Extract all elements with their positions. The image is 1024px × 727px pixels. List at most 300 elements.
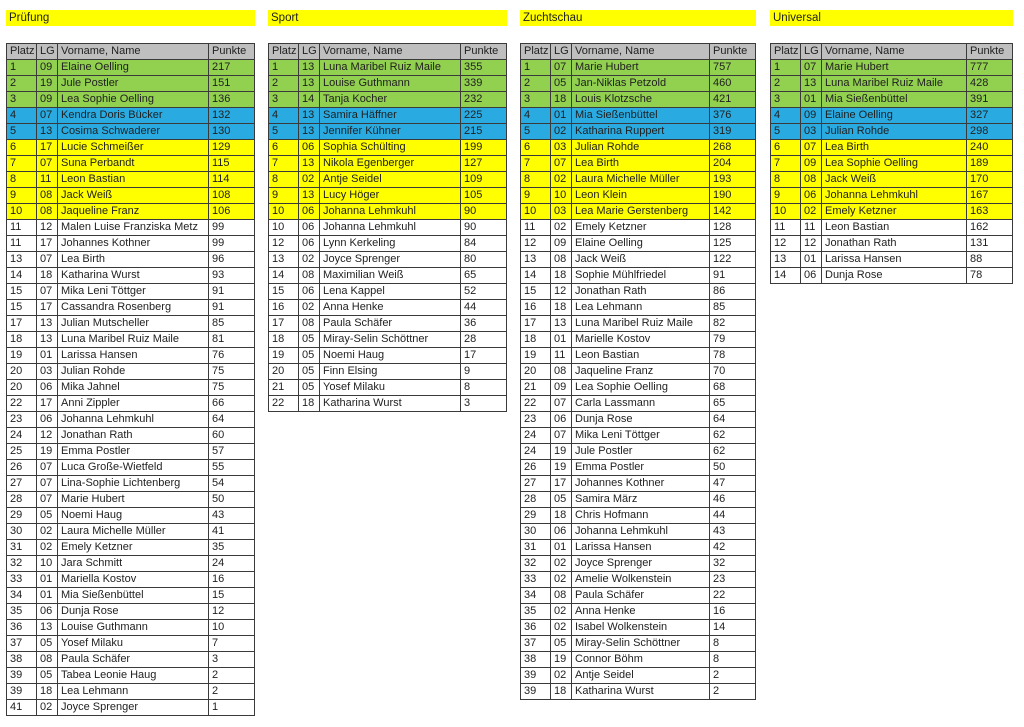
table-row <box>7 220 255 236</box>
cell-name: Anni Zippler <box>58 396 209 412</box>
cell-punkte: 3 <box>209 652 255 668</box>
table-row <box>521 428 756 444</box>
cell-name: Jack Weiß <box>572 252 710 268</box>
header-row <box>269 44 507 60</box>
cell-punkte: 105 <box>461 188 507 204</box>
table-row <box>521 284 756 300</box>
table-body <box>771 60 1013 284</box>
cell-name: Louise Guthmann <box>58 620 209 636</box>
cell-punkte: 24 <box>209 556 255 572</box>
cell-lg: 13 <box>299 188 320 204</box>
cell-lg: 18 <box>551 300 572 316</box>
cell-punkte: 15 <box>209 588 255 604</box>
table-row <box>269 108 507 124</box>
cell-name: Marie Hubert <box>572 60 710 76</box>
cell-lg: 12 <box>37 220 58 236</box>
cell-punkte: 7 <box>209 636 255 652</box>
cell-punkte: 62 <box>710 428 756 444</box>
cell-lg: 05 <box>37 636 58 652</box>
cell-platz: 9 <box>7 188 37 204</box>
cell-name: Jennifer Kühner <box>320 124 461 140</box>
table-row <box>269 236 507 252</box>
cell-punkte: 355 <box>461 60 507 76</box>
cell-name: Lynn Kerkeling <box>320 236 461 252</box>
cell-platz: 24 <box>521 428 551 444</box>
cell-name: Jaqueline Franz <box>58 204 209 220</box>
cell-platz: 9 <box>521 188 551 204</box>
cell-lg: 02 <box>551 668 572 684</box>
cell-lg: 07 <box>801 60 822 76</box>
cell-platz: 32 <box>7 556 37 572</box>
ranking-table <box>268 43 507 412</box>
table-title: Universal <box>770 10 1013 26</box>
cell-platz: 37 <box>7 636 37 652</box>
table-row <box>7 252 255 268</box>
table-row <box>7 604 255 620</box>
cell-punkte: 57 <box>209 444 255 460</box>
cell-name: Dunja Rose <box>58 604 209 620</box>
table-row <box>269 140 507 156</box>
cell-punkte: 130 <box>209 124 255 140</box>
cell-name: Jack Weiß <box>58 188 209 204</box>
table-row <box>521 76 756 92</box>
cell-lg: 06 <box>37 412 58 428</box>
cell-punkte: 3 <box>461 396 507 412</box>
cell-platz: 6 <box>771 140 801 156</box>
cell-lg: 19 <box>551 652 572 668</box>
cell-punkte: 199 <box>461 140 507 156</box>
cell-lg: 02 <box>37 540 58 556</box>
cell-lg: 06 <box>37 604 58 620</box>
table-row <box>521 156 756 172</box>
cell-name: Cassandra Rosenberg <box>58 300 209 316</box>
cell-name: Samira März <box>572 492 710 508</box>
cell-lg: 17 <box>37 300 58 316</box>
cell-lg: 06 <box>801 268 822 284</box>
cell-name: Marie Hubert <box>58 492 209 508</box>
cell-platz: 17 <box>7 316 37 332</box>
table-row <box>771 60 1013 76</box>
cell-platz: 11 <box>521 220 551 236</box>
cell-punkte: 55 <box>209 460 255 476</box>
cell-name: Finn Elsing <box>320 364 461 380</box>
cell-name: Connor Böhm <box>572 652 710 668</box>
cell-platz: 3 <box>521 92 551 108</box>
table-row <box>521 460 756 476</box>
cell-platz: 2 <box>269 76 299 92</box>
cell-name: Joyce Sprenger <box>58 700 209 716</box>
table-row <box>7 444 255 460</box>
cell-punkte: 327 <box>967 108 1013 124</box>
cell-name: Nikola Egenberger <box>320 156 461 172</box>
cell-platz: 36 <box>521 620 551 636</box>
column-header: LG <box>801 44 822 60</box>
cell-platz: 41 <box>7 700 37 716</box>
table-row <box>7 108 255 124</box>
cell-platz: 1 <box>521 60 551 76</box>
table-row <box>7 572 255 588</box>
cell-name: Kendra Doris Bücker <box>58 108 209 124</box>
cell-name: Yosef Milaku <box>58 636 209 652</box>
cell-lg: 03 <box>801 124 822 140</box>
ranking-table <box>770 43 1013 284</box>
cell-punkte: 136 <box>209 92 255 108</box>
cell-platz: 33 <box>7 572 37 588</box>
table-row <box>7 380 255 396</box>
cell-platz: 7 <box>521 156 551 172</box>
cell-lg: 06 <box>299 204 320 220</box>
table-row <box>7 508 255 524</box>
cell-lg: 05 <box>299 348 320 364</box>
table-row <box>7 588 255 604</box>
cell-lg: 03 <box>37 364 58 380</box>
cell-punkte: 44 <box>461 300 507 316</box>
cell-platz: 17 <box>521 316 551 332</box>
cell-lg: 18 <box>299 396 320 412</box>
table-title: Zuchtschau <box>520 10 756 26</box>
cell-platz: 34 <box>521 588 551 604</box>
cell-lg: 13 <box>37 124 58 140</box>
cell-lg: 09 <box>801 108 822 124</box>
cell-name: Lucie Schmeißer <box>58 140 209 156</box>
cell-platz: 1 <box>771 60 801 76</box>
cell-lg: 05 <box>299 364 320 380</box>
cell-punkte: 122 <box>710 252 756 268</box>
table-row <box>7 92 255 108</box>
cell-punkte: 128 <box>710 220 756 236</box>
table-row <box>7 636 255 652</box>
cell-name: Anna Henke <box>572 604 710 620</box>
column-header: Punkte <box>461 44 507 60</box>
table-row <box>269 92 507 108</box>
cell-punkte: 50 <box>209 492 255 508</box>
cell-punkte: 217 <box>209 60 255 76</box>
cell-platz: 13 <box>269 252 299 268</box>
cell-punkte: 50 <box>710 460 756 476</box>
cell-lg: 06 <box>299 236 320 252</box>
cell-name: Luna Maribel Ruiz Maile <box>822 76 967 92</box>
cell-lg: 07 <box>551 428 572 444</box>
cell-punkte: 91 <box>209 300 255 316</box>
cell-platz: 33 <box>521 572 551 588</box>
cell-punkte: 99 <box>209 236 255 252</box>
cell-lg: 18 <box>551 684 572 700</box>
header-row <box>521 44 756 60</box>
table-row <box>771 220 1013 236</box>
cell-platz: 18 <box>7 332 37 348</box>
cell-platz: 3 <box>269 92 299 108</box>
ranking-table <box>6 43 255 716</box>
cell-lg: 02 <box>551 124 572 140</box>
column-header: Vorname, Name <box>58 44 209 60</box>
cell-lg: 02 <box>37 524 58 540</box>
cell-lg: 01 <box>801 92 822 108</box>
cell-platz: 7 <box>771 156 801 172</box>
cell-punkte: 132 <box>209 108 255 124</box>
column-header: Platz <box>269 44 299 60</box>
cell-punkte: 2 <box>710 668 756 684</box>
table-row <box>521 652 756 668</box>
cell-platz: 11 <box>7 220 37 236</box>
cell-punkte: 777 <box>967 60 1013 76</box>
table-row <box>7 76 255 92</box>
cell-name: Paula Schäfer <box>320 316 461 332</box>
cell-platz: 10 <box>269 204 299 220</box>
cell-platz: 10 <box>521 204 551 220</box>
cell-name: Leon Bastian <box>58 172 209 188</box>
table-row <box>521 572 756 588</box>
cell-punkte: 43 <box>710 524 756 540</box>
cell-name: Katharina Wurst <box>58 268 209 284</box>
cell-punkte: 232 <box>461 92 507 108</box>
cell-lg: 13 <box>551 316 572 332</box>
cell-punkte: 78 <box>710 348 756 364</box>
cell-platz: 18 <box>521 332 551 348</box>
cell-platz: 5 <box>7 124 37 140</box>
cell-lg: 07 <box>37 156 58 172</box>
cell-punkte: 190 <box>710 188 756 204</box>
cell-platz: 4 <box>521 108 551 124</box>
cell-lg: 02 <box>299 252 320 268</box>
cell-lg: 01 <box>551 108 572 124</box>
cell-platz: 5 <box>771 124 801 140</box>
cell-name: Mariella Kostov <box>58 572 209 588</box>
cell-platz: 31 <box>521 540 551 556</box>
cell-lg: 06 <box>299 220 320 236</box>
cell-lg: 01 <box>37 588 58 604</box>
cell-lg: 17 <box>37 396 58 412</box>
cell-lg: 08 <box>37 204 58 220</box>
table-row <box>521 92 756 108</box>
table-row <box>521 332 756 348</box>
cell-lg: 02 <box>299 172 320 188</box>
cell-platz: 13 <box>521 252 551 268</box>
cell-punkte: 66 <box>209 396 255 412</box>
table-row <box>7 236 255 252</box>
table-row <box>771 252 1013 268</box>
table-row <box>521 204 756 220</box>
cell-lg: 01 <box>37 572 58 588</box>
cell-name: Marie Hubert <box>822 60 967 76</box>
cell-name: Lea Marie Gerstenberg <box>572 204 710 220</box>
cell-name: Julian Rohde <box>822 124 967 140</box>
cell-lg: 07 <box>37 476 58 492</box>
column-header: Vorname, Name <box>572 44 710 60</box>
table-title: Prüfung <box>6 10 255 26</box>
cell-punkte: 8 <box>710 636 756 652</box>
cell-name: Lea Sophie Oelling <box>822 156 967 172</box>
cell-name: Louis Klotzsche <box>572 92 710 108</box>
cell-name: Lucy Höger <box>320 188 461 204</box>
cell-lg: 13 <box>801 76 822 92</box>
cell-platz: 32 <box>521 556 551 572</box>
cell-punkte: 142 <box>710 204 756 220</box>
table-row <box>521 172 756 188</box>
cell-punkte: 75 <box>209 380 255 396</box>
cell-name: Lea Lehmann <box>572 300 710 316</box>
cell-punkte: 421 <box>710 92 756 108</box>
cell-name: Miray-Selin Schöttner <box>320 332 461 348</box>
cell-punkte: 757 <box>710 60 756 76</box>
table-row <box>771 236 1013 252</box>
table-row <box>521 588 756 604</box>
cell-punkte: 68 <box>710 380 756 396</box>
table-row <box>521 492 756 508</box>
table-body <box>7 60 255 716</box>
table-row <box>7 476 255 492</box>
cell-lg: 08 <box>37 188 58 204</box>
table-row <box>521 412 756 428</box>
column-header: Punkte <box>710 44 756 60</box>
cell-lg: 01 <box>551 540 572 556</box>
cell-platz: 21 <box>269 380 299 396</box>
cell-punkte: 28 <box>461 332 507 348</box>
table-row <box>521 220 756 236</box>
table-row <box>7 124 255 140</box>
cell-name: Larissa Hansen <box>58 348 209 364</box>
table-row <box>7 300 255 316</box>
header-row <box>771 44 1013 60</box>
cell-name: Isabel Wolkenstein <box>572 620 710 636</box>
table-row <box>269 172 507 188</box>
column-header: Platz <box>521 44 551 60</box>
cell-punkte: 81 <box>209 332 255 348</box>
table-group-1 <box>6 10 255 716</box>
cell-punkte: 225 <box>461 108 507 124</box>
cell-punkte: 91 <box>710 268 756 284</box>
cell-platz: 4 <box>7 108 37 124</box>
cell-platz: 7 <box>7 156 37 172</box>
cell-punkte: 376 <box>710 108 756 124</box>
cell-platz: 15 <box>521 284 551 300</box>
cell-name: Laura Michelle Müller <box>572 172 710 188</box>
cell-platz: 26 <box>521 460 551 476</box>
cell-lg: 02 <box>299 300 320 316</box>
cell-platz: 6 <box>269 140 299 156</box>
cell-name: Paula Schäfer <box>58 652 209 668</box>
cell-platz: 15 <box>7 284 37 300</box>
cell-name: Carla Lassmann <box>572 396 710 412</box>
cell-platz: 29 <box>521 508 551 524</box>
cell-punkte: 88 <box>967 252 1013 268</box>
cell-name: Mia Sießenbüttel <box>58 588 209 604</box>
cell-name: Emely Ketzner <box>572 220 710 236</box>
table-row <box>7 204 255 220</box>
cell-name: Lea Birth <box>58 252 209 268</box>
cell-name: Luna Maribel Ruiz Maile <box>572 316 710 332</box>
table-row <box>7 268 255 284</box>
table-row <box>7 668 255 684</box>
table-row <box>269 332 507 348</box>
table-row <box>7 540 255 556</box>
cell-lg: 07 <box>37 252 58 268</box>
cell-platz: 8 <box>771 172 801 188</box>
cell-punkte: 8 <box>710 652 756 668</box>
cell-platz: 35 <box>521 604 551 620</box>
cell-lg: 18 <box>37 268 58 284</box>
table-row <box>269 60 507 76</box>
cell-punkte: 106 <box>209 204 255 220</box>
cell-punkte: 114 <box>209 172 255 188</box>
cell-punkte: 391 <box>967 92 1013 108</box>
table-row <box>521 60 756 76</box>
cell-punkte: 109 <box>461 172 507 188</box>
cell-lg: 07 <box>551 396 572 412</box>
column-header: Vorname, Name <box>320 44 461 60</box>
cell-punkte: 60 <box>209 428 255 444</box>
cell-platz: 22 <box>521 396 551 412</box>
cell-platz: 2 <box>7 76 37 92</box>
cell-platz: 23 <box>521 412 551 428</box>
cell-punkte: 10 <box>209 620 255 636</box>
table-row <box>521 684 756 700</box>
table-row <box>7 364 255 380</box>
cell-name: Lea Birth <box>572 156 710 172</box>
cell-lg: 19 <box>551 444 572 460</box>
cell-name: Elaine Oelling <box>572 236 710 252</box>
table-row <box>771 172 1013 188</box>
cell-punkte: 151 <box>209 76 255 92</box>
table-row <box>771 204 1013 220</box>
table-row <box>7 156 255 172</box>
cell-punkte: 240 <box>967 140 1013 156</box>
cell-name: Johanna Lehmkuhl <box>58 412 209 428</box>
cell-name: Lea Birth <box>822 140 967 156</box>
cell-lg: 07 <box>801 140 822 156</box>
cell-lg: 17 <box>37 236 58 252</box>
table-row <box>269 300 507 316</box>
cell-platz: 15 <box>7 300 37 316</box>
cell-name: Jonathan Rath <box>58 428 209 444</box>
cell-platz: 11 <box>771 220 801 236</box>
cell-punkte: 86 <box>710 284 756 300</box>
cell-platz: 3 <box>771 92 801 108</box>
cell-name: Katharina Wurst <box>572 684 710 700</box>
cell-platz: 18 <box>269 332 299 348</box>
cell-name: Katharina Wurst <box>320 396 461 412</box>
cell-punkte: 99 <box>209 220 255 236</box>
cell-punkte: 14 <box>710 620 756 636</box>
cell-lg: 06 <box>801 188 822 204</box>
cell-name: Louise Guthmann <box>320 76 461 92</box>
cell-punkte: 96 <box>209 252 255 268</box>
cell-name: Johanna Lehmkuhl <box>320 204 461 220</box>
cell-platz: 30 <box>521 524 551 540</box>
cell-punkte: 64 <box>209 412 255 428</box>
cell-lg: 02 <box>37 700 58 716</box>
cell-lg: 02 <box>551 604 572 620</box>
cell-name: Chris Hofmann <box>572 508 710 524</box>
cell-punkte: 2 <box>209 668 255 684</box>
cell-punkte: 115 <box>209 156 255 172</box>
cell-name: Mia Sießenbüttel <box>822 92 967 108</box>
table-row <box>521 108 756 124</box>
cell-name: Mika Leni Töttger <box>58 284 209 300</box>
cell-punkte: 90 <box>461 204 507 220</box>
cell-punkte: 17 <box>461 348 507 364</box>
table-title: Sport <box>268 10 507 26</box>
table-body <box>521 60 756 700</box>
cell-name: Joyce Sprenger <box>320 252 461 268</box>
table-row <box>269 380 507 396</box>
table-row <box>771 140 1013 156</box>
cell-name: Emely Ketzner <box>822 204 967 220</box>
cell-punkte: 52 <box>461 284 507 300</box>
table-row <box>7 188 255 204</box>
table-row <box>7 284 255 300</box>
cell-punkte: 9 <box>461 364 507 380</box>
cell-name: Cosima Schwaderer <box>58 124 209 140</box>
